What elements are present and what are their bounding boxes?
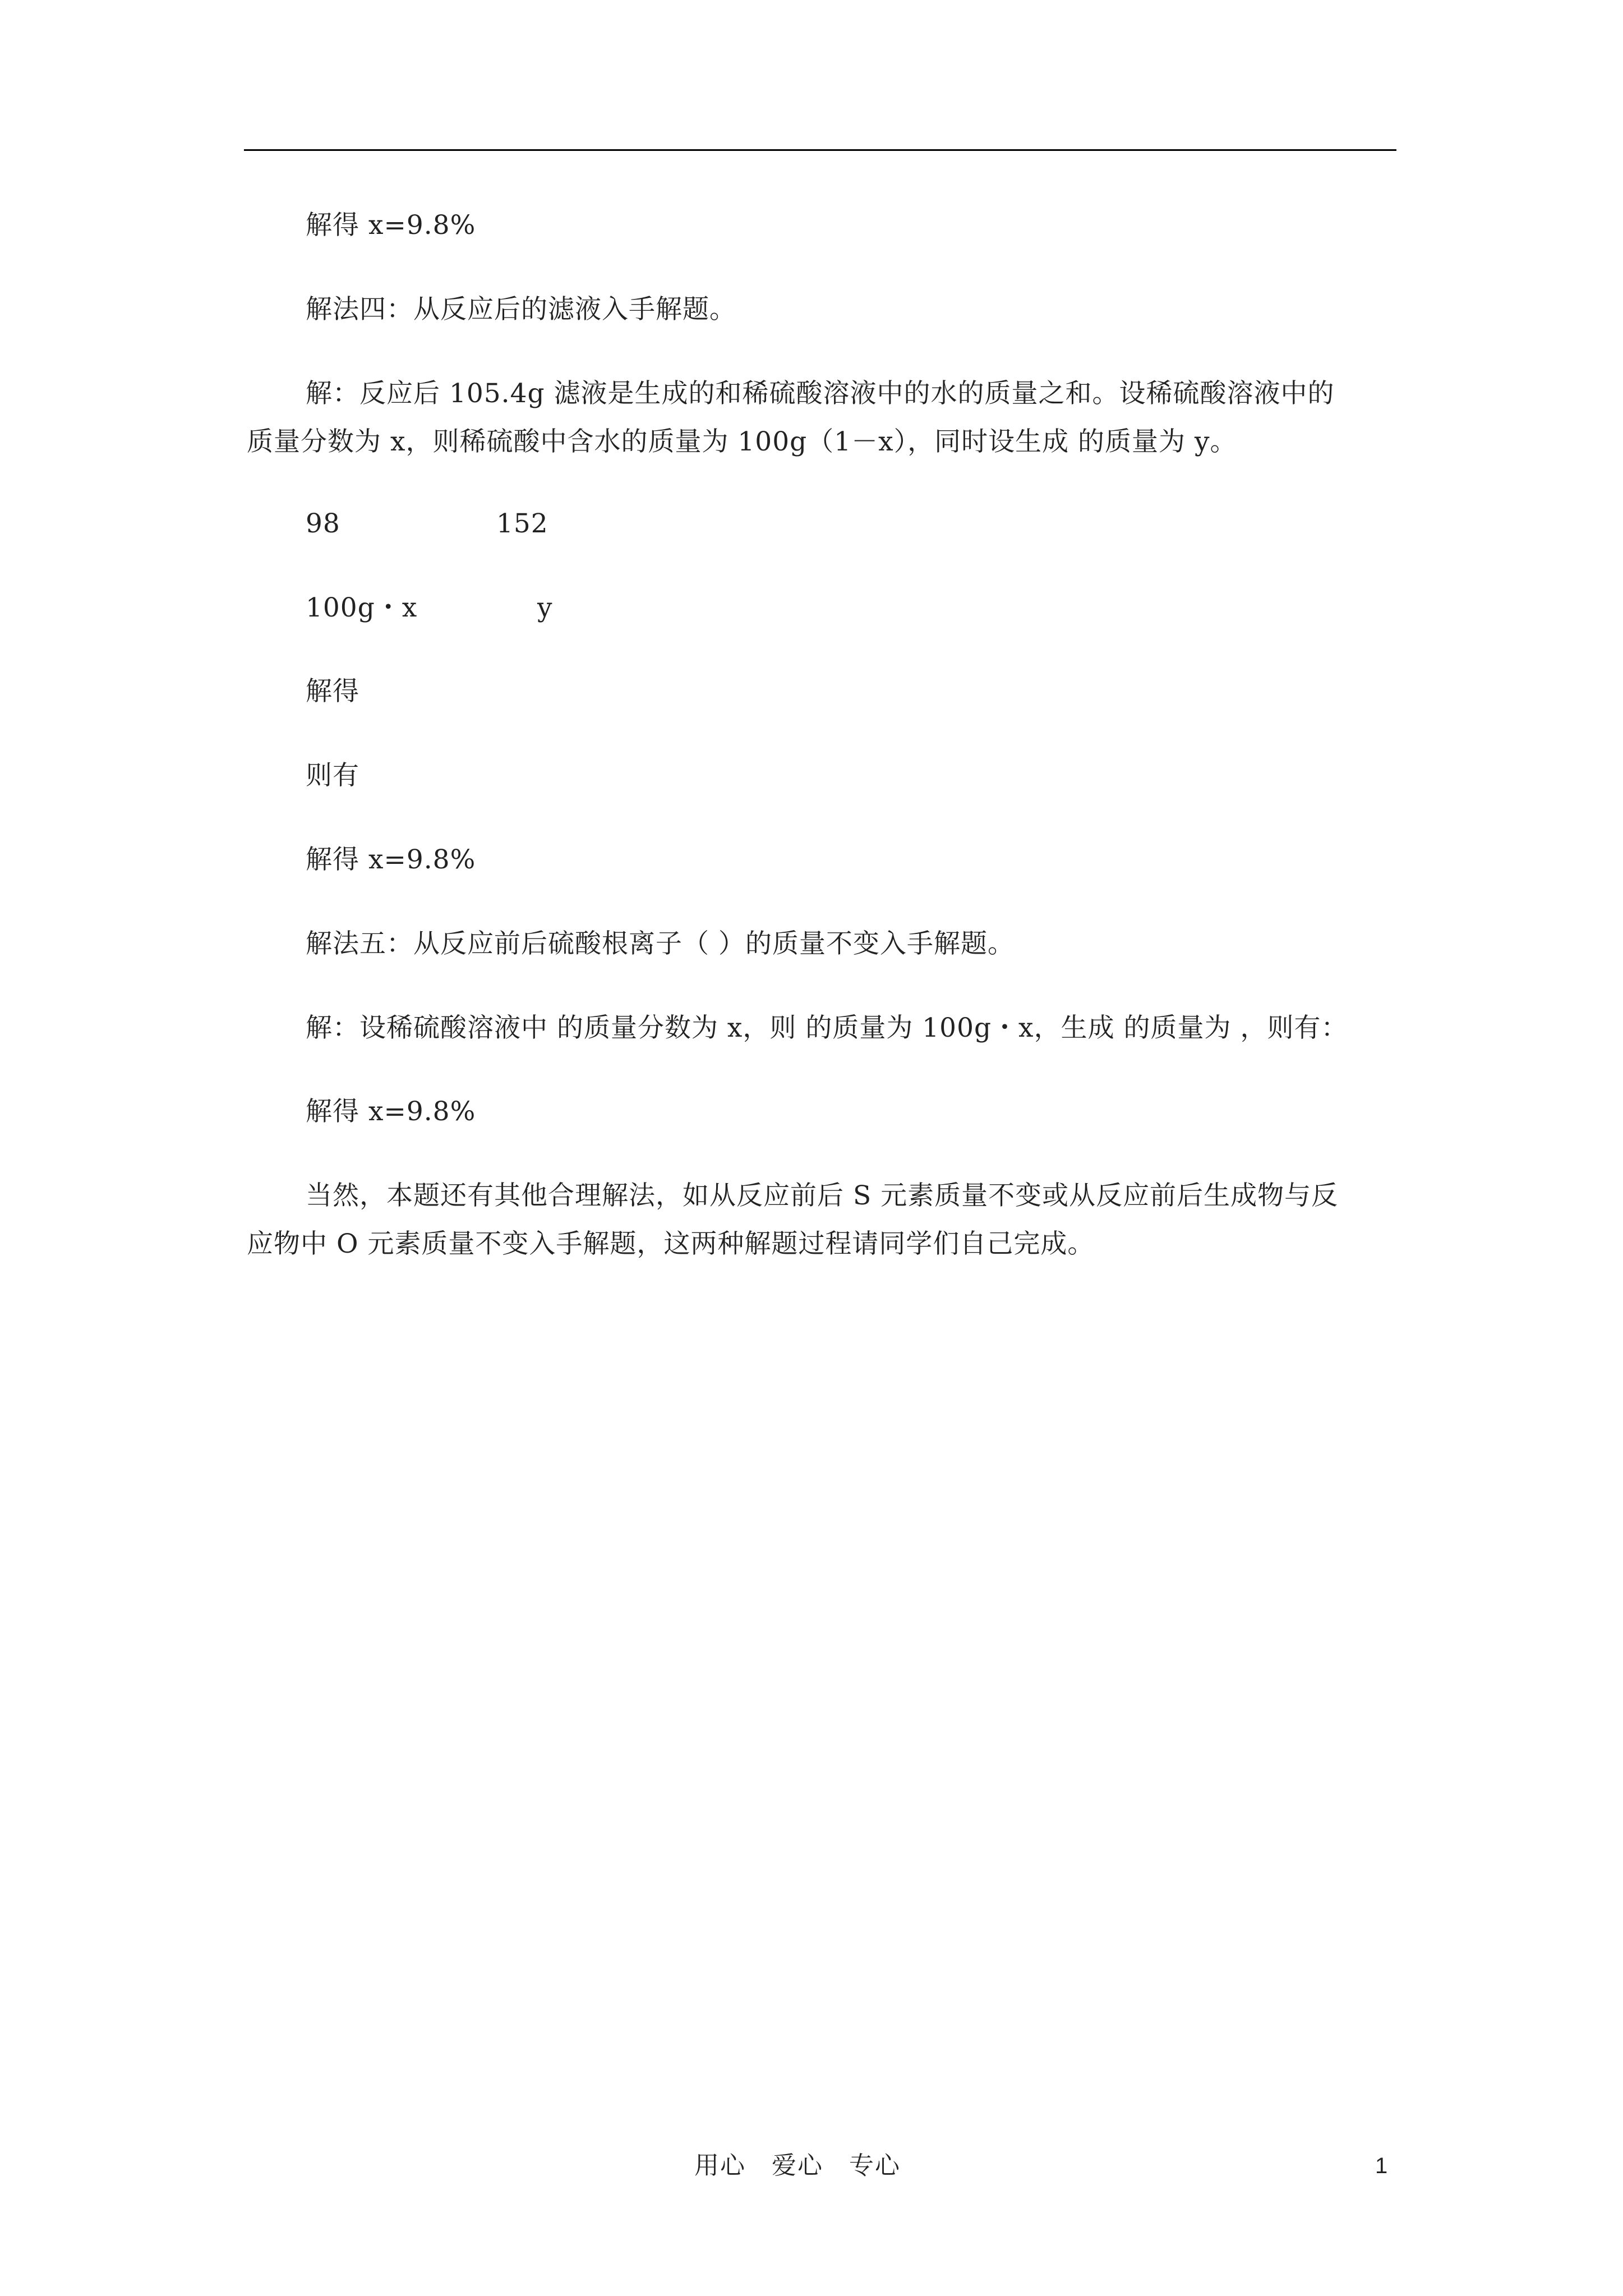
header-rule — [244, 149, 1396, 151]
method-heading: 解法五：从反应前后硫酸根离子（ ）的质量不变入手解题。 — [306, 928, 1015, 959]
page-number: 1 — [1375, 2154, 1388, 2178]
equation-coefficient: 152 — [496, 508, 548, 539]
equation-quantity: 100g・x — [306, 592, 418, 623]
equation-coefficient: 98 — [306, 508, 340, 539]
result-line: 解得 — [306, 676, 359, 707]
result-line: 解得 x=9.8% — [306, 1096, 476, 1127]
paragraph-line: 质量分数为 x，则稀硫酸中含水的质量为 100g（1－x），同时设生成 的质量为 y。 — [247, 426, 1237, 457]
equation-quantity: y — [537, 592, 553, 623]
result-line: 解得 x=9.8% — [306, 210, 476, 241]
paragraph-line: 解：反应后 105.4g 滤液是生成的和稀硫酸溶液中的水的质量之和。设稀硫酸溶液中的 — [306, 378, 1335, 409]
paragraph-line: 当然，本题还有其他合理解法，如从反应前后 S 元素质量不变或从反应前后生成物与反 — [306, 1180, 1339, 1211]
method-heading: 解法四：从反应后的滤液入手解题。 — [306, 294, 736, 325]
result-line: 解得 x=9.8% — [306, 844, 476, 875]
footer-slogan: 用心 爱心 专心 — [694, 2151, 901, 2180]
result-line: 则有 — [306, 760, 359, 791]
paragraph-line: 解：设稀硫酸溶液中 的质量分数为 x，则 的质量为 100g・x，生成 的质量为 ，则有： — [306, 1013, 1348, 1043]
paragraph-line: 应物中 O 元素质量不变入手解题，这两种解题过程请同学们自己完成。 — [247, 1228, 1095, 1259]
